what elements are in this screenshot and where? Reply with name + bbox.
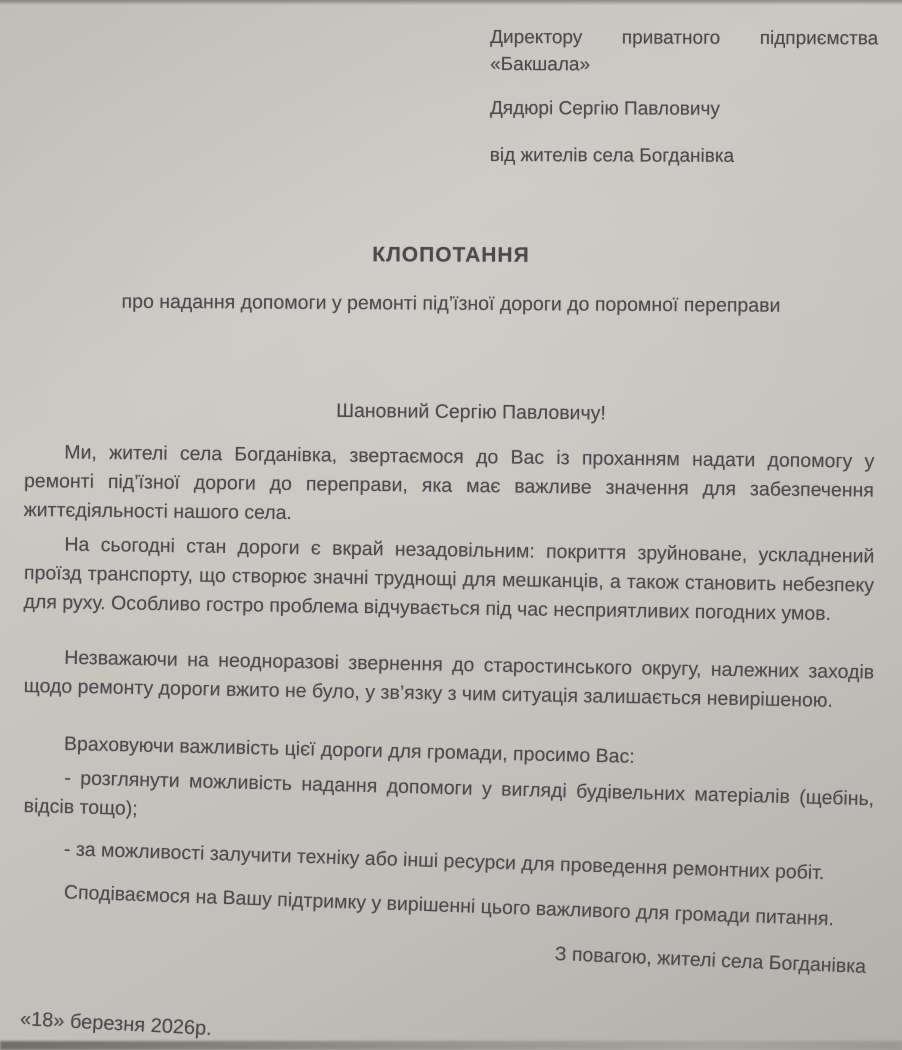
request-item-2: - за можливості залучити техніку або інші ресурси для проведення ремонтних робіт. [63,838,825,885]
body-paragraph-4: Враховуючи важливість цієї дороги для громади, просимо Вас: [63,732,635,768]
date-line: «18» березня 2026р. [19,1008,213,1041]
recipient-block [490,24,879,170]
sender-line: від жителів села Богданівка [489,144,735,167]
signature-line: З повагою, жителі села Богданівка [554,942,867,978]
closing-paragraph: Сподіваємося на Вашу підтримку у вирішенні цього важливого для громади питання. [63,881,835,931]
document-title: КЛОПОТАННЯ [372,243,530,267]
body-paragraph-1: Ми, жителі села Богданівка, звертаємося до Вас із проханням надати допомогу у ремонті під’їзної дороги до переправи, яка має важливе значення для забезпечення життєдіяльності нашого села. [23,441,875,525]
body-paragraph-3: Незважаючи на неодноразові звернення до старостинського округу, належних заходів щодо ремонту дороги вжито не було, у зв’язку з чим ситуація залишається невирішеною. [23,646,875,712]
recipient-name: Дядюрі Сергію Павловичу [489,97,720,120]
salutation: Шановний Сергію Павловичу! [336,399,606,425]
recipient-organization: Директору приватного підприємства «Бакшала» [490,27,879,76]
document-subtitle: про надання допомоги у ремонті під’їзної дороги до поромної переправи [121,290,781,317]
request-item-1: - розглянути можливість надання допомоги у вигляді будівельних матеріалів (щебінь, відсів тощо); [23,767,875,820]
body-paragraph-2: На сьогодні стан дороги є вкрай незадовільним: покриття зруйноване, ускладнений проїзд транспорту, що створює значні труднощі для мешканців, а також становить небезпеку для руху. Особливо гостро проблема відчувається під час несприятливих погодних умов. [23,533,875,625]
